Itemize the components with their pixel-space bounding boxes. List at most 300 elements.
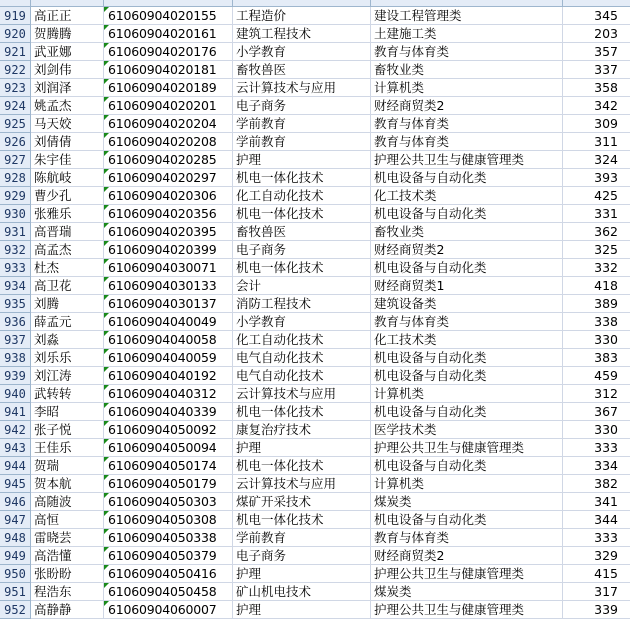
row-number[interactable] <box>0 331 31 349</box>
cell-category[interactable] <box>371 133 563 151</box>
cell-category-text: 财经商贸类1 <box>374 278 445 293</box>
cell-category[interactable] <box>371 529 563 547</box>
cell-major-text: 工程造价 <box>236 8 287 23</box>
cell-category[interactable] <box>371 601 563 619</box>
table-row <box>0 241 630 259</box>
cell-score[interactable] <box>563 511 630 529</box>
cell-exam-id[interactable] <box>104 277 233 295</box>
cell-major-text: 机电一体化技术 <box>236 458 324 473</box>
cell-name[interactable] <box>31 457 104 475</box>
text-number-indicator-icon <box>104 43 109 48</box>
cell-category[interactable] <box>371 43 563 61</box>
cell-exam-id[interactable] <box>104 583 233 601</box>
cell-name[interactable] <box>31 583 104 601</box>
row-number[interactable] <box>0 547 31 565</box>
cell-major[interactable] <box>233 151 371 169</box>
cell-name[interactable] <box>31 403 104 421</box>
cell-score[interactable] <box>563 7 630 25</box>
cell-major[interactable] <box>233 529 371 547</box>
cell-category[interactable] <box>371 61 563 79</box>
cell-score[interactable] <box>563 97 630 115</box>
cell-major[interactable] <box>233 583 371 601</box>
cell-name[interactable] <box>31 511 104 529</box>
cell-name[interactable] <box>31 7 104 25</box>
cell-score[interactable] <box>563 295 630 313</box>
table-row <box>0 169 630 187</box>
cell-exam-id[interactable] <box>104 331 233 349</box>
cell-name[interactable] <box>31 295 104 313</box>
table-row <box>0 349 630 367</box>
cell-name-text: 刘剑伟 <box>34 62 72 77</box>
cell-exam-id-text: 61060904050379 <box>108 548 217 563</box>
cell-exam-id[interactable] <box>104 403 233 421</box>
cell-name[interactable] <box>31 133 104 151</box>
row-number[interactable] <box>0 367 31 385</box>
cell-category-text: 化工技术类 <box>374 332 437 347</box>
cell-name-text: 刘腾 <box>34 296 60 311</box>
cell-category[interactable] <box>371 151 563 169</box>
cell-category[interactable] <box>371 241 563 259</box>
cell-name[interactable] <box>31 187 104 205</box>
cell-score[interactable] <box>563 349 630 367</box>
row-number[interactable] <box>0 205 31 223</box>
row-number[interactable] <box>0 439 31 457</box>
row-number[interactable] <box>0 349 31 367</box>
row-number[interactable] <box>0 511 31 529</box>
cell-exam-id[interactable] <box>104 511 233 529</box>
cell-name[interactable] <box>31 601 104 619</box>
cell-name[interactable] <box>31 349 104 367</box>
cell-category-text: 煤炭类 <box>374 494 412 509</box>
cell-exam-id[interactable] <box>104 367 233 385</box>
cell-exam-id[interactable] <box>104 457 233 475</box>
cell-exam-id[interactable] <box>104 25 233 43</box>
cell-exam-id[interactable] <box>104 349 233 367</box>
cell-score[interactable] <box>563 547 630 565</box>
cell-exam-id[interactable] <box>104 475 233 493</box>
cell-exam-id-text: 61060904020181 <box>108 62 217 77</box>
cell-exam-id[interactable] <box>104 205 233 223</box>
cell-score[interactable] <box>563 115 630 133</box>
cell-exam-id[interactable] <box>104 187 233 205</box>
cell-category[interactable] <box>371 349 563 367</box>
row-number[interactable] <box>0 151 31 169</box>
cell-name[interactable] <box>31 313 104 331</box>
cell-score[interactable] <box>563 79 630 97</box>
row-number-text: 942 <box>4 423 26 437</box>
cell-name[interactable] <box>31 385 104 403</box>
row-number[interactable] <box>0 133 31 151</box>
cell-major[interactable] <box>233 367 371 385</box>
row-number[interactable] <box>0 295 31 313</box>
cell-exam-id[interactable] <box>104 313 233 331</box>
table-row <box>0 601 630 619</box>
cell-exam-id-text: 61060904030137 <box>108 296 217 311</box>
cell-category[interactable] <box>371 565 563 583</box>
row-number[interactable] <box>0 277 31 295</box>
row-number[interactable] <box>0 565 31 583</box>
cell-exam-id[interactable] <box>104 565 233 583</box>
cell-category[interactable] <box>371 169 563 187</box>
cell-name[interactable] <box>31 331 104 349</box>
table-row <box>0 133 630 151</box>
select-all-corner[interactable] <box>0 0 31 6</box>
text-number-indicator-icon <box>104 223 109 228</box>
table-row <box>0 403 630 421</box>
text-number-indicator-icon <box>104 547 109 552</box>
cell-exam-id[interactable] <box>104 61 233 79</box>
table-row <box>0 25 630 43</box>
row-number-text: 920 <box>4 27 26 41</box>
cell-exam-id-text: 61060904020306 <box>108 188 217 203</box>
cell-score[interactable] <box>563 457 630 475</box>
cell-category[interactable] <box>371 187 563 205</box>
row-number[interactable] <box>0 493 31 511</box>
cell-exam-id[interactable] <box>104 151 233 169</box>
cell-major[interactable] <box>233 475 371 493</box>
cell-category[interactable] <box>371 583 563 601</box>
cell-exam-id[interactable] <box>104 439 233 457</box>
cell-name-text: 高正正 <box>34 8 72 23</box>
cell-major[interactable] <box>233 277 371 295</box>
cell-major[interactable] <box>233 547 371 565</box>
cell-category-text: 建设工程管理类 <box>374 8 462 23</box>
cell-score[interactable] <box>563 475 630 493</box>
table-row <box>0 475 630 493</box>
cell-major[interactable] <box>233 511 371 529</box>
cell-category[interactable] <box>371 331 563 349</box>
cell-score-text: 357 <box>594 44 618 59</box>
cell-category-text: 畜牧业类 <box>374 62 425 77</box>
text-number-indicator-icon <box>104 277 109 282</box>
cell-name-text: 马天姣 <box>34 116 72 131</box>
cell-category-text: 化工技术类 <box>374 188 437 203</box>
cell-name[interactable] <box>31 169 104 187</box>
table-row <box>0 43 630 61</box>
cell-score[interactable] <box>563 313 630 331</box>
cell-score[interactable] <box>563 241 630 259</box>
cell-major[interactable] <box>233 241 371 259</box>
cell-major[interactable] <box>233 565 371 583</box>
cell-major[interactable] <box>233 295 371 313</box>
row-number[interactable] <box>0 313 31 331</box>
row-number-text: 940 <box>4 387 26 401</box>
cell-category[interactable] <box>371 313 563 331</box>
cell-name[interactable] <box>31 205 104 223</box>
cell-score-text: 425 <box>594 188 618 203</box>
cell-category[interactable] <box>371 79 563 97</box>
cell-score[interactable] <box>563 529 630 547</box>
cell-category[interactable] <box>371 547 563 565</box>
table-row <box>0 385 630 403</box>
cell-score-text: 344 <box>594 512 618 527</box>
row-number[interactable] <box>0 421 31 439</box>
cell-category[interactable] <box>371 457 563 475</box>
cell-name[interactable] <box>31 259 104 277</box>
cell-name[interactable] <box>31 151 104 169</box>
cell-category-text: 机电设备与自动化类 <box>374 368 487 383</box>
cell-name-text: 贺本航 <box>34 476 72 491</box>
cell-score[interactable] <box>563 169 630 187</box>
cell-category[interactable] <box>371 475 563 493</box>
cell-major[interactable] <box>233 601 371 619</box>
row-number[interactable] <box>0 385 31 403</box>
cell-score-text: 389 <box>594 296 618 311</box>
cell-score-text: 324 <box>594 152 618 167</box>
row-number[interactable] <box>0 79 31 97</box>
row-number[interactable] <box>0 61 31 79</box>
row-number[interactable] <box>0 25 31 43</box>
cell-name[interactable] <box>31 439 104 457</box>
row-number-text: 945 <box>4 477 26 491</box>
cell-major[interactable] <box>233 61 371 79</box>
cell-score[interactable] <box>563 367 630 385</box>
cell-name[interactable] <box>31 79 104 97</box>
row-number[interactable] <box>0 457 31 475</box>
cell-score[interactable] <box>563 223 630 241</box>
cell-major-text: 机电一体化技术 <box>236 404 324 419</box>
row-number[interactable] <box>0 187 31 205</box>
cell-major[interactable] <box>233 205 371 223</box>
cell-major[interactable] <box>233 259 371 277</box>
cell-major[interactable] <box>233 421 371 439</box>
cell-major[interactable] <box>233 79 371 97</box>
cell-name[interactable] <box>31 241 104 259</box>
cell-name[interactable] <box>31 475 104 493</box>
row-number-text: 951 <box>4 585 26 599</box>
cell-category[interactable] <box>371 259 563 277</box>
cell-major[interactable] <box>233 313 371 331</box>
row-number[interactable] <box>0 169 31 187</box>
cell-name-text: 张子悦 <box>34 422 72 437</box>
text-number-indicator-icon <box>104 601 109 606</box>
cell-score[interactable] <box>563 421 630 439</box>
table-row <box>0 79 630 97</box>
cell-category[interactable] <box>371 295 563 313</box>
column-header-bar <box>0 0 630 7</box>
cell-exam-id-text: 61060904040049 <box>108 314 217 329</box>
row-number-text: 925 <box>4 117 26 131</box>
row-number[interactable] <box>0 43 31 61</box>
cell-score[interactable] <box>563 439 630 457</box>
cell-exam-id[interactable] <box>104 79 233 97</box>
cell-category[interactable] <box>371 403 563 421</box>
row-number[interactable] <box>0 7 31 25</box>
cell-category[interactable] <box>371 205 563 223</box>
text-number-indicator-icon <box>104 313 109 318</box>
row-number-text: 931 <box>4 225 26 239</box>
cell-category[interactable] <box>371 385 563 403</box>
row-number-text: 926 <box>4 135 26 149</box>
cell-major-text: 畜牧兽医 <box>236 62 287 77</box>
table-row <box>0 151 630 169</box>
cell-category[interactable] <box>371 223 563 241</box>
cell-score[interactable] <box>563 277 630 295</box>
text-number-indicator-icon <box>104 457 109 462</box>
cell-major[interactable] <box>233 223 371 241</box>
row-number[interactable] <box>0 259 31 277</box>
text-number-indicator-icon <box>104 295 109 300</box>
cell-exam-id[interactable] <box>104 601 233 619</box>
row-number[interactable] <box>0 583 31 601</box>
table-row <box>0 223 630 241</box>
text-number-indicator-icon <box>104 565 109 570</box>
cell-exam-id-text: 61060904050338 <box>108 530 217 545</box>
cell-exam-id[interactable] <box>104 43 233 61</box>
cell-score[interactable] <box>563 331 630 349</box>
cell-score[interactable] <box>563 403 630 421</box>
cell-exam-id[interactable] <box>104 133 233 151</box>
cell-category[interactable] <box>371 439 563 457</box>
cell-major[interactable] <box>233 7 371 25</box>
cell-major-text: 建筑工程技术 <box>236 26 312 41</box>
cell-name-text: 刘淼 <box>34 332 60 347</box>
cell-exam-id[interactable] <box>104 421 233 439</box>
cell-category[interactable] <box>371 511 563 529</box>
cell-exam-id-text: 61060904020161 <box>108 26 217 41</box>
cell-name[interactable] <box>31 529 104 547</box>
row-number[interactable] <box>0 601 31 619</box>
cell-name[interactable] <box>31 277 104 295</box>
cell-exam-id[interactable] <box>104 115 233 133</box>
cell-exam-id[interactable] <box>104 223 233 241</box>
cell-category-text: 机电设备与自动化类 <box>374 350 487 365</box>
table-row <box>0 313 630 331</box>
row-number[interactable] <box>0 475 31 493</box>
cell-major-text: 畜牧兽医 <box>236 224 287 239</box>
cell-name[interactable] <box>31 565 104 583</box>
cell-category[interactable] <box>371 115 563 133</box>
cell-name[interactable] <box>31 547 104 565</box>
cell-category[interactable] <box>371 97 563 115</box>
table-row <box>0 277 630 295</box>
text-number-indicator-icon <box>104 115 109 120</box>
cell-name[interactable] <box>31 367 104 385</box>
cell-category[interactable] <box>371 277 563 295</box>
cell-name[interactable] <box>31 421 104 439</box>
row-number[interactable] <box>0 97 31 115</box>
cell-score[interactable] <box>563 187 630 205</box>
cell-exam-id[interactable] <box>104 169 233 187</box>
cell-score[interactable] <box>563 25 630 43</box>
text-number-indicator-icon <box>104 151 109 156</box>
cell-score[interactable] <box>563 43 630 61</box>
text-number-indicator-icon <box>104 439 109 444</box>
cell-category[interactable] <box>371 25 563 43</box>
row-number[interactable] <box>0 241 31 259</box>
cell-category[interactable] <box>371 367 563 385</box>
cell-exam-id[interactable] <box>104 493 233 511</box>
cell-major[interactable] <box>233 493 371 511</box>
cell-score[interactable] <box>563 259 630 277</box>
cell-major[interactable] <box>233 43 371 61</box>
cell-score[interactable] <box>563 583 630 601</box>
row-number[interactable] <box>0 223 31 241</box>
cell-name[interactable] <box>31 115 104 133</box>
cell-score[interactable] <box>563 151 630 169</box>
cell-category[interactable] <box>371 493 563 511</box>
cell-exam-id[interactable] <box>104 7 233 25</box>
cell-exam-id[interactable] <box>104 97 233 115</box>
cell-major-text: 云计算技术与应用 <box>236 476 337 491</box>
cell-major[interactable] <box>233 457 371 475</box>
cell-score[interactable] <box>563 493 630 511</box>
cell-exam-id-text: 61060904020356 <box>108 206 217 221</box>
cell-name[interactable] <box>31 493 104 511</box>
cell-major[interactable] <box>233 169 371 187</box>
cell-score-text: 418 <box>594 278 618 293</box>
row-number-text: 936 <box>4 315 26 329</box>
cell-major[interactable] <box>233 403 371 421</box>
table-row <box>0 115 630 133</box>
cell-score[interactable] <box>563 385 630 403</box>
cell-category-text: 教育与体育类 <box>374 44 450 59</box>
cell-major[interactable] <box>233 385 371 403</box>
cell-major[interactable] <box>233 97 371 115</box>
row-number-text: 930 <box>4 207 26 221</box>
column-header-c[interactable] <box>104 0 233 6</box>
cell-major-text: 电子商务 <box>236 548 287 563</box>
cell-major[interactable] <box>233 331 371 349</box>
cell-score-text: 362 <box>594 224 618 239</box>
cell-category[interactable] <box>371 421 563 439</box>
row-number[interactable] <box>0 529 31 547</box>
column-header-f[interactable] <box>563 0 630 6</box>
cell-name[interactable] <box>31 97 104 115</box>
cell-exam-id-text: 61060904030071 <box>108 260 217 275</box>
cell-exam-id[interactable] <box>104 259 233 277</box>
row-number[interactable] <box>0 115 31 133</box>
cell-major[interactable] <box>233 439 371 457</box>
cell-category-text: 机电设备与自动化类 <box>374 260 487 275</box>
cell-category-text: 教育与体育类 <box>374 134 450 149</box>
cell-major-text: 护理 <box>236 440 262 455</box>
cell-name[interactable] <box>31 223 104 241</box>
cell-major-text: 机电一体化技术 <box>236 170 324 185</box>
column-header-e[interactable] <box>371 0 563 6</box>
cell-exam-id[interactable] <box>104 547 233 565</box>
cell-exam-id[interactable] <box>104 241 233 259</box>
cell-major[interactable] <box>233 133 371 151</box>
cell-score-text: 459 <box>594 368 618 383</box>
column-header-d[interactable] <box>233 0 371 6</box>
cell-score[interactable] <box>563 205 630 223</box>
column-header-b[interactable] <box>31 0 104 6</box>
cell-name[interactable] <box>31 61 104 79</box>
text-number-indicator-icon <box>104 511 109 516</box>
cell-score[interactable] <box>563 601 630 619</box>
cell-exam-id[interactable] <box>104 529 233 547</box>
cell-name-text: 高卫花 <box>34 278 72 293</box>
cell-major[interactable] <box>233 115 371 133</box>
cell-major[interactable] <box>233 349 371 367</box>
cell-major[interactable] <box>233 187 371 205</box>
cell-score[interactable] <box>563 565 630 583</box>
cell-category[interactable] <box>371 7 563 25</box>
cell-major-text: 护理 <box>236 152 262 167</box>
cell-exam-id[interactable] <box>104 295 233 313</box>
cell-score[interactable] <box>563 133 630 151</box>
cell-name-text: 高随波 <box>34 494 72 509</box>
cell-name[interactable] <box>31 25 104 43</box>
cell-exam-id[interactable] <box>104 385 233 403</box>
row-number[interactable] <box>0 403 31 421</box>
cell-major-text: 会计 <box>236 278 262 293</box>
row-number-text: 944 <box>4 459 26 473</box>
cell-score[interactable] <box>563 61 630 79</box>
cell-name[interactable] <box>31 43 104 61</box>
cell-major[interactable] <box>233 25 371 43</box>
